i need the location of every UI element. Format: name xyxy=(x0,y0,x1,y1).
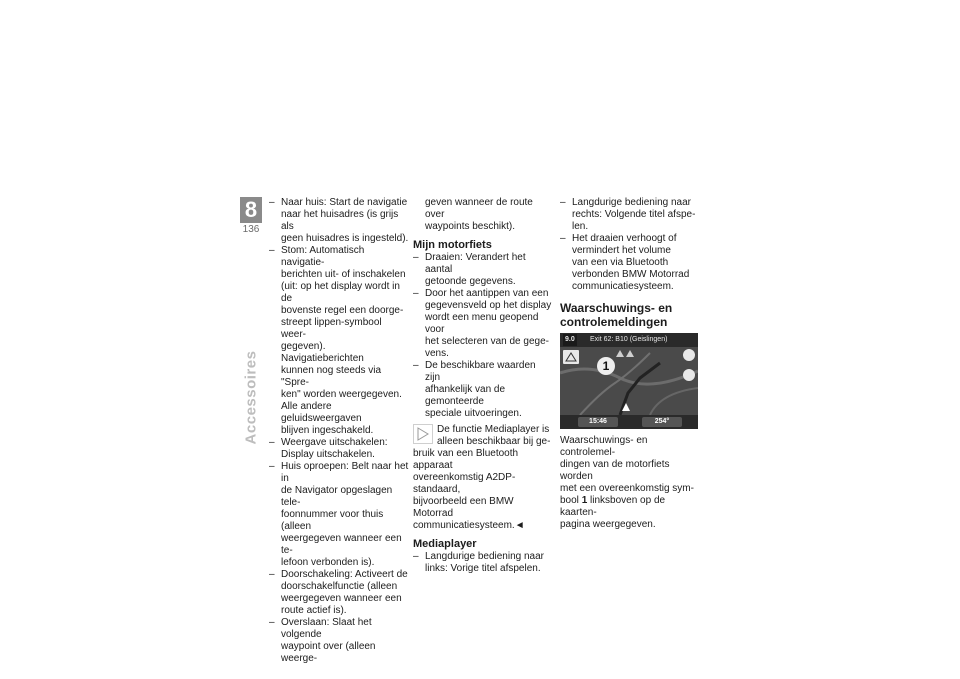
warning-symbol-marker: 1 xyxy=(597,357,615,375)
text-line: rechts: Volgende titel afspe- xyxy=(572,209,696,220)
list-item xyxy=(560,233,698,293)
text-line: geen huisadres is ingesteld). xyxy=(281,233,409,244)
text-line: Stom: Automatisch navigatie- xyxy=(281,245,365,268)
text-line: geven wanneer de route over xyxy=(425,197,533,220)
text-line: bijvoorbeeld een BMW Motorrad xyxy=(413,496,514,519)
dash-bullet: – xyxy=(269,617,275,628)
text-line: Waarschuwings- en controlemel- xyxy=(560,435,648,458)
nav-exit-text: Exit 62: B10 (Geislingen) xyxy=(590,336,668,343)
text-line: gegevensveld op het display xyxy=(425,300,552,311)
text-line: met een overeenkomstig sym- xyxy=(560,483,694,494)
text-line: weergegeven wanneer een xyxy=(281,593,402,604)
dash-bullet: – xyxy=(269,437,275,448)
section-name-label: Accessoires xyxy=(242,350,260,444)
heading-waarschuwingen xyxy=(560,301,698,329)
list-item xyxy=(413,252,553,288)
page-number: 136 xyxy=(242,224,260,235)
text-line: Alle andere geluidsweergaven xyxy=(281,401,362,424)
list-item xyxy=(269,437,409,461)
heading-line: controlemeldingen xyxy=(560,315,668,329)
symbol-reference-number: 1 xyxy=(581,495,588,506)
list-langdurige xyxy=(560,197,698,293)
dash-bullet: – xyxy=(413,252,419,263)
text-line: len. xyxy=(572,221,589,232)
list-motorfiets xyxy=(413,252,553,420)
list-item xyxy=(413,360,553,420)
text-line: afhankelijk van de gemonteerde xyxy=(425,384,506,407)
section-name-vertical xyxy=(241,342,261,452)
list-item xyxy=(269,197,409,245)
text-line: links: Vorige titel afspelen. xyxy=(425,563,541,574)
text-line: streept lippen-symbool weer- xyxy=(281,317,382,340)
text-line: lefoon verbonden is). xyxy=(281,557,375,568)
text-line: doorschakelfunctie (alleen xyxy=(281,581,398,592)
text-line: Huis oproepen: Belt naar het in xyxy=(281,461,409,484)
text-line: gegeven). Navigatieberichten xyxy=(281,341,364,364)
text-line: bruik van een Bluetooth apparaat xyxy=(413,448,519,471)
text-line: blijven ingeschakeld. xyxy=(281,425,374,436)
text-line: naar het huisadres (is grijs als xyxy=(281,209,399,232)
text-line: overeenkomstig A2DP-standaard, xyxy=(413,472,516,495)
text-line: waypoint over (alleen weerge- xyxy=(281,641,376,664)
text-line: dingen van de motorfiets worden xyxy=(560,459,670,482)
list-mediaplayer xyxy=(413,551,553,575)
text-line: weergegeven wanneer een te- xyxy=(281,533,402,556)
dash-bullet: – xyxy=(413,360,419,371)
text-line xyxy=(560,495,698,519)
column-3 xyxy=(560,197,698,531)
text-line: Weergave uitschakelen: xyxy=(281,437,388,448)
text-line: pagina weergegeven. xyxy=(560,519,656,530)
text-line: Het draaien verhoogt of xyxy=(572,233,677,244)
text-line: de Navigator opgeslagen tele- xyxy=(281,485,393,508)
text-line: Draaien: Verandert het aantal xyxy=(425,252,526,275)
nav-distance: 9.0 xyxy=(563,334,577,346)
dash-bullet: – xyxy=(413,288,419,299)
text-line: van een via Bluetooth xyxy=(572,257,669,268)
text-line: Langdurige bediening naar xyxy=(572,197,691,208)
text-line: Naar huis: Start de navigatie xyxy=(281,197,408,208)
caption-prefix: bool xyxy=(560,495,582,506)
text-line: Display uitschakelen. xyxy=(281,449,375,460)
heading-line: Waarschuwings- en xyxy=(560,301,673,315)
column-1 xyxy=(269,197,409,665)
list-item xyxy=(269,245,409,437)
dash-bullet: – xyxy=(269,569,275,580)
list-item xyxy=(269,461,409,569)
text-line: bovenste regel een doorge- xyxy=(281,305,404,316)
text-line: vermindert het volume xyxy=(572,245,671,256)
caption-waarschuwingen xyxy=(560,435,698,531)
heading-mediaplayer: Mediaplayer xyxy=(413,538,477,550)
list-item xyxy=(413,551,553,575)
text-line: berichten uit- of inschakelen xyxy=(281,269,406,280)
text-line: vens. xyxy=(425,348,449,359)
list-item xyxy=(269,569,409,617)
text-line: foonnummer voor thuis (alleen xyxy=(281,509,384,532)
text-line: wordt een menu geopend voor xyxy=(425,312,539,335)
nav-status-bar xyxy=(560,415,698,429)
list-item xyxy=(413,288,553,360)
column-2 xyxy=(413,197,553,575)
chapter-number-box: 8 xyxy=(240,197,262,223)
text-line: Overslaan: Slaat het volgende xyxy=(281,617,372,640)
note-text xyxy=(413,424,553,532)
text-line: route actief is). xyxy=(281,605,347,616)
text-line: alleen beschikbaar bij ge- xyxy=(437,436,551,447)
text-line: De beschikbare waarden zijn xyxy=(425,360,536,383)
text-line: het selecteren van de gege- xyxy=(425,336,549,347)
text-line: Doorschakeling: Activeert de xyxy=(281,569,408,580)
dash-bullet: – xyxy=(413,551,419,562)
dash-bullet: – xyxy=(269,461,275,472)
text-line: De functie Mediaplayer is xyxy=(437,424,550,435)
list-item xyxy=(269,617,409,665)
nav-heading: 254° xyxy=(642,417,682,427)
text-line: speciale uitvoeringen. xyxy=(425,408,522,419)
text-line: communicatiesysteem.◄ xyxy=(413,520,525,531)
dash-bullet: – xyxy=(269,197,275,208)
text-line: kunnen nog steeds via "Spre- xyxy=(281,365,382,388)
nav-instruction-bar xyxy=(560,333,698,347)
text-line: ken" worden weergegeven. xyxy=(281,389,402,400)
continuation-text xyxy=(413,197,553,233)
info-triangle-icon xyxy=(413,424,433,444)
list-item xyxy=(560,197,698,233)
text-line: getoonde gegevens. xyxy=(425,276,516,287)
dash-bullet: – xyxy=(560,233,566,244)
dash-bullet: – xyxy=(560,197,566,208)
note-mediaplayer xyxy=(413,424,553,532)
list-naar-huis xyxy=(269,197,409,665)
text-line: communicatiesysteem. xyxy=(572,281,674,292)
text-line: Door het aantippen van een xyxy=(425,288,549,299)
caption-suffix: linksboven op de kaarten- xyxy=(560,495,666,518)
nav-arrival-time: 15:46 xyxy=(578,417,618,427)
text-line: Langdurige bediening naar xyxy=(425,551,544,562)
text-line: waypoints beschikt). xyxy=(425,221,516,232)
heading-mijn-motorfiets: Mijn motorfiets xyxy=(413,239,492,251)
text-line: (uit: op het display wordt in de xyxy=(281,281,400,304)
text-line: verbonden BMW Motorrad xyxy=(572,269,690,280)
dash-bullet: – xyxy=(269,245,275,256)
navigation-screenshot xyxy=(560,333,698,429)
